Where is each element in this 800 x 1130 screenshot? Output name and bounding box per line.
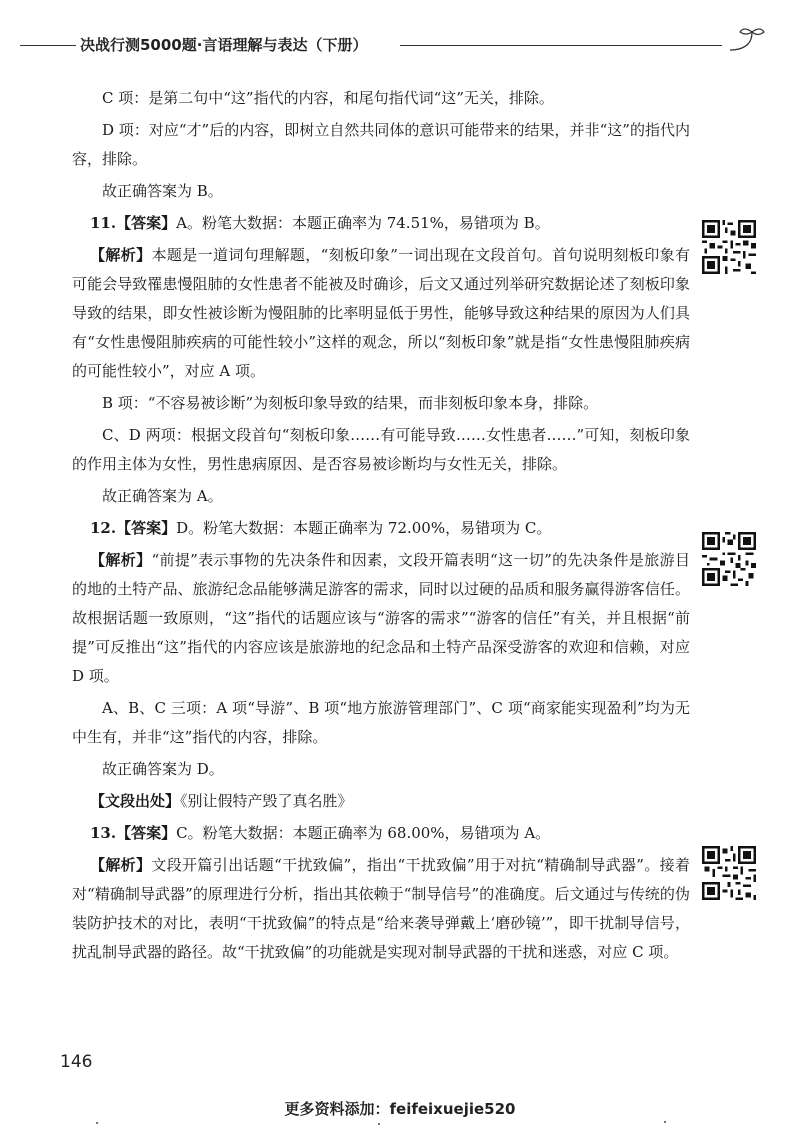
- paragraph-11-cd-option: C、D 两项：根据文段首句“刻板印象……有可能导致……女性患者……”可知，刻板印象的作用主体为女性，男性患病原因、是否容易被诊断均与女性无关，排除。: [72, 426, 690, 473]
- paragraph-c-option: C 项：是第二句中“这”指代的内容，和尾句指代词“这”无关，排除。: [102, 89, 554, 107]
- answer-13: 13.【答案】C。粉笔大数据：本题正确率为 68.00%，易错项为 A。: [90, 824, 551, 842]
- sprout-icon: [726, 26, 770, 56]
- answer-11: 11.【答案】A。粉笔大数据：本题正确率为 74.51%，易错项为 B。: [90, 214, 550, 232]
- paragraph-conclusion-b: 故正确答案为 B。: [102, 182, 223, 200]
- running-header: [0, 32, 800, 60]
- source-12: 【文段出处】《别让假特产毁了真名胜》: [90, 792, 353, 810]
- page-number: 146: [60, 1052, 93, 1072]
- paragraph-11-b-option: B 项：“不容易被诊断”为刻板印象导致的结果，而非刻板印象本身，排除。: [102, 394, 599, 412]
- qr-code-icon[interactable]: [702, 220, 756, 274]
- scan-speck: [96, 1122, 98, 1124]
- answer-12: 12.【答案】D。粉笔大数据：本题正确率为 72.00%，易错项为 C。: [90, 519, 552, 537]
- analysis-11: 【解析】本题是一道词句理解题，“刻板印象”一词出现在文段首句。首句说明刻板印象有可能会导致罹患慢阻肺的女性患者不能被及时确诊，后文又通过列举研究数据论述了刻板印象导致的结果，即女性被诊断为慢阻肺的比率明显低于男性，能够导致这种结果的原因为人们具有“女性患慢阻肺疾病的可能性较小”这样的观念，所以“刻板印象”就是指“女性患慢阻肺疾病的可能性较小”，对应 A 项。: [72, 246, 690, 380]
- main-content: [72, 84, 690, 970]
- paragraph-12-abc-option: A、B、C 三项：A 项“导游”、B 项“地方旅游管理部门”、C 项“商家能实现盈利”均为无中生有，并非“这”指代的内容，排除。: [72, 699, 690, 746]
- paragraph-d-option: D 项：对应“才”后的内容，即树立自然共同体的意识可能带来的结果，并非“这”的指代内容，排除。: [72, 121, 690, 168]
- analysis-12: 【解析】“前提”表示事物的先决条件和因素，文段开篇表明“这一切”的先决条件是旅游目的地的土特产品、旅游纪念品能够满足游客的需求，同时以过硬的品质和服务赢得游客信任。故根据话题一致原则，“这”指代的话题应该与“游客的需求”“游客的信任”有关，并且根据“前提”可反推出“这”指代的内容应该是旅游地的纪念品和土特产品深受游客的欢迎和信赖，对应 D 项。: [72, 551, 690, 685]
- header-rule-right: [400, 45, 722, 46]
- qr-code-icon[interactable]: [702, 846, 756, 900]
- scan-speck: [378, 1123, 380, 1125]
- qr-code-icon[interactable]: [702, 532, 756, 586]
- scan-speck: [664, 1121, 666, 1123]
- analysis-13: 【解析】文段开篇引出话题“干扰致偏”，指出“干扰致偏”用于对抗“精确制导武器”。接着对“精确制导武器”的原理进行分析，指出其依赖于“制导信号”的准确度。后文通过与传统的伪装防护技术的对比，表明“干扰致偏”的特点是“给来袭导弹戴上‘磨砂镜’”，即干扰制导信号，扰乱制导武器的路径。故“干扰致偏”的功能就是实现对制导武器的干扰和迷惑，对应 C 项。: [72, 856, 690, 961]
- paragraph-conclusion-a: 故正确答案为 A。: [102, 487, 223, 505]
- paragraph-conclusion-d: 故正确答案为 D。: [102, 760, 224, 778]
- header-rule-left: [20, 45, 76, 46]
- footer-note: 更多资料添加：feifeixuejie520: [284, 1100, 516, 1118]
- header-title: 决战行测5000题·言语理解与表达（下册）: [80, 36, 368, 54]
